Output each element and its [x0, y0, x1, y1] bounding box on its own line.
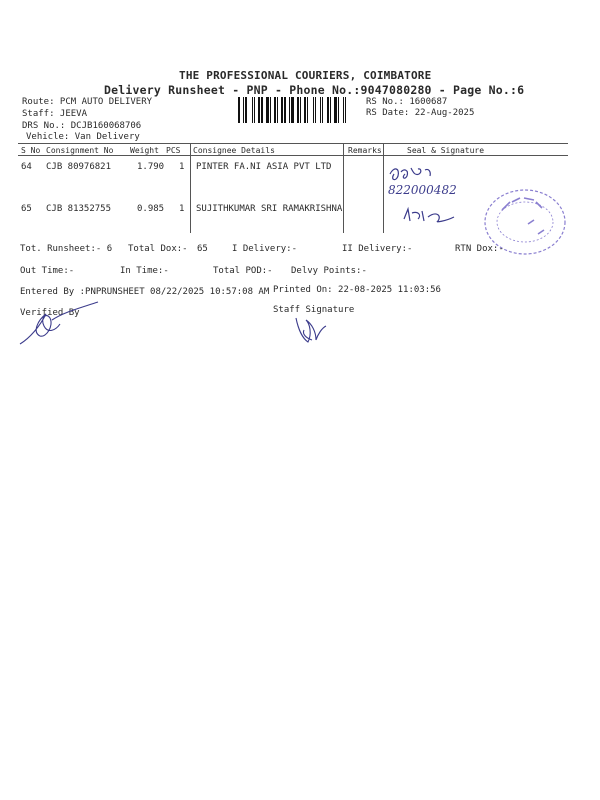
verifier-signature — [16, 300, 106, 350]
column-divider — [343, 143, 344, 233]
row-consignment: CJB 81352755 — [46, 204, 112, 214]
header-consignment: Consignment No — [46, 146, 114, 155]
rs-number: RS No.: 1600687 — [366, 97, 448, 107]
drs-number: DRS No.: DCJB160068706 — [22, 121, 142, 131]
handwritten-signature — [400, 203, 470, 228]
header-weight: Weight — [130, 146, 159, 155]
rs-date: RS Date: 22-Aug-2025 — [366, 108, 475, 118]
verified-by-label: Verified By — [20, 308, 80, 318]
rtn-dox: RTN Dox:- — [455, 244, 504, 254]
tot-runsheet: Tot. Runsheet:- 6 — [20, 244, 113, 254]
total-dox-label: Total Dox:- — [128, 244, 188, 254]
route-label: Route: PCM AUTO DELIVERY — [22, 97, 153, 107]
total-dox-value: 65 — [197, 244, 208, 254]
row-pcs: 1 — [179, 162, 185, 172]
row-sno: 65 — [21, 204, 32, 214]
ii-delivery: II Delivery:- — [342, 244, 413, 254]
printed-on: Printed On: 22-08-2025 11:03:56 — [273, 285, 441, 295]
header-consignee: Consignee Details — [193, 146, 275, 155]
row-pcs: 1 — [179, 204, 185, 214]
table-header-rule — [18, 155, 568, 156]
entered-by: Entered By :PNPRUNSHEET 08/22/2025 10:57:08 AM — [20, 287, 270, 297]
table-top-rule — [18, 143, 568, 144]
row-consignee: PINTER FA.NI ASIA PVT LTD — [196, 162, 332, 172]
i-delivery: I Delivery:- — [232, 244, 298, 254]
row-consignment: CJB 80976821 — [46, 162, 112, 172]
header-remarks: Remarks — [348, 146, 382, 155]
column-divider — [383, 143, 384, 233]
total-pod: Total POD:- — [213, 266, 273, 276]
in-time: In Time:- — [120, 266, 169, 276]
barcode — [238, 97, 360, 123]
staff-label: Staff: JEEVA — [22, 109, 88, 119]
header-sno: S No — [21, 146, 41, 155]
company-title: THE PROFESSIONAL COURIERS, COIMBATORE — [179, 69, 432, 82]
header-pcs: PCS — [166, 146, 181, 155]
row-sno: 64 — [21, 162, 32, 172]
row-weight: 1.790 — [137, 162, 165, 172]
staff-signature-label: Staff Signature — [273, 305, 355, 315]
runsheet-subtitle: Delivery Runsheet - PNP - Phone No.:9047080280 - Page No.:6 — [104, 83, 525, 97]
handwritten-phone: 822000482 — [388, 183, 457, 197]
row-consignee: SUJITHKUMAR SRI RAMAKRISHNA — [196, 204, 343, 214]
vehicle-label: Vehicle: Van Delivery — [26, 132, 140, 142]
staff-signature — [290, 312, 340, 347]
delvy-points: Delvy Points:- — [291, 266, 367, 276]
header-seal: Seal & Signature — [407, 146, 485, 155]
column-divider — [190, 143, 191, 233]
out-time: Out Time:- — [20, 266, 75, 276]
row-weight: 0.985 — [137, 204, 165, 214]
